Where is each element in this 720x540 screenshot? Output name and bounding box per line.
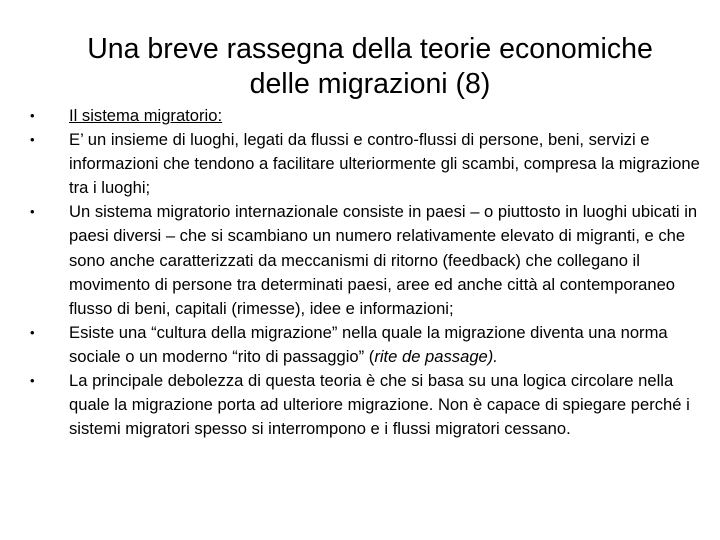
bullet-item — [30, 200, 708, 320]
slide-title-line-2: delle migrazioni (8) — [249, 68, 491, 100]
bullet-text: E’ un insieme di luoghi, legati da flussi e contro-flussi di persone, beni, servizi e informazioni che tendono a facilitare ulteriormente gli scambi, compresa la migrazione tra i luoghi; — [69, 130, 700, 198]
bullet-item — [30, 369, 708, 441]
slide-title — [60, 32, 680, 102]
bullet-icon: • — [30, 373, 35, 389]
bullet-text-italic: rite de passage). — [374, 346, 498, 366]
bullet-text: La principale debolezza di questa teoria è che si basa su una logica circolare nella quale la migrazione porta ad ulteriore migrazione. Non è capace di spiegare perché i sistemi migratori spesso si interrompono e i flussi migratori cessano. — [69, 371, 690, 439]
bullet-icon: • — [30, 108, 35, 123]
bullet-icon: • — [30, 132, 35, 148]
bullet-icon: • — [30, 324, 35, 340]
bullet-item — [30, 104, 708, 128]
bullet-text: Un sistema migratorio internazionale consiste in paesi – o piuttosto in luoghi ubicati in paesi diversi – che si scambiano un numero relativamente elevato di migranti, e che sono anche caratterizzati da meccanismi di ritorno (feedback) che collegano il movimento di persone tra determinati paesi, aree ed anche città al contemporaneo flusso di beni, capitali (rimesse), idee e informazioni; — [69, 202, 698, 318]
bullet-text: Il sistema migratorio: — [69, 106, 223, 125]
bullet-item — [30, 321, 708, 369]
bullet-list — [30, 104, 708, 441]
bullet-icon: • — [30, 204, 35, 220]
slide-title-line-1: Una breve rassegna della teorie economiche — [87, 33, 653, 65]
bullet-item — [30, 128, 708, 200]
bullet-text: Esiste una “cultura della migrazione” nella quale la migrazione diventa una norma sociale o un moderno “rito di passaggio” ( — [69, 322, 668, 366]
